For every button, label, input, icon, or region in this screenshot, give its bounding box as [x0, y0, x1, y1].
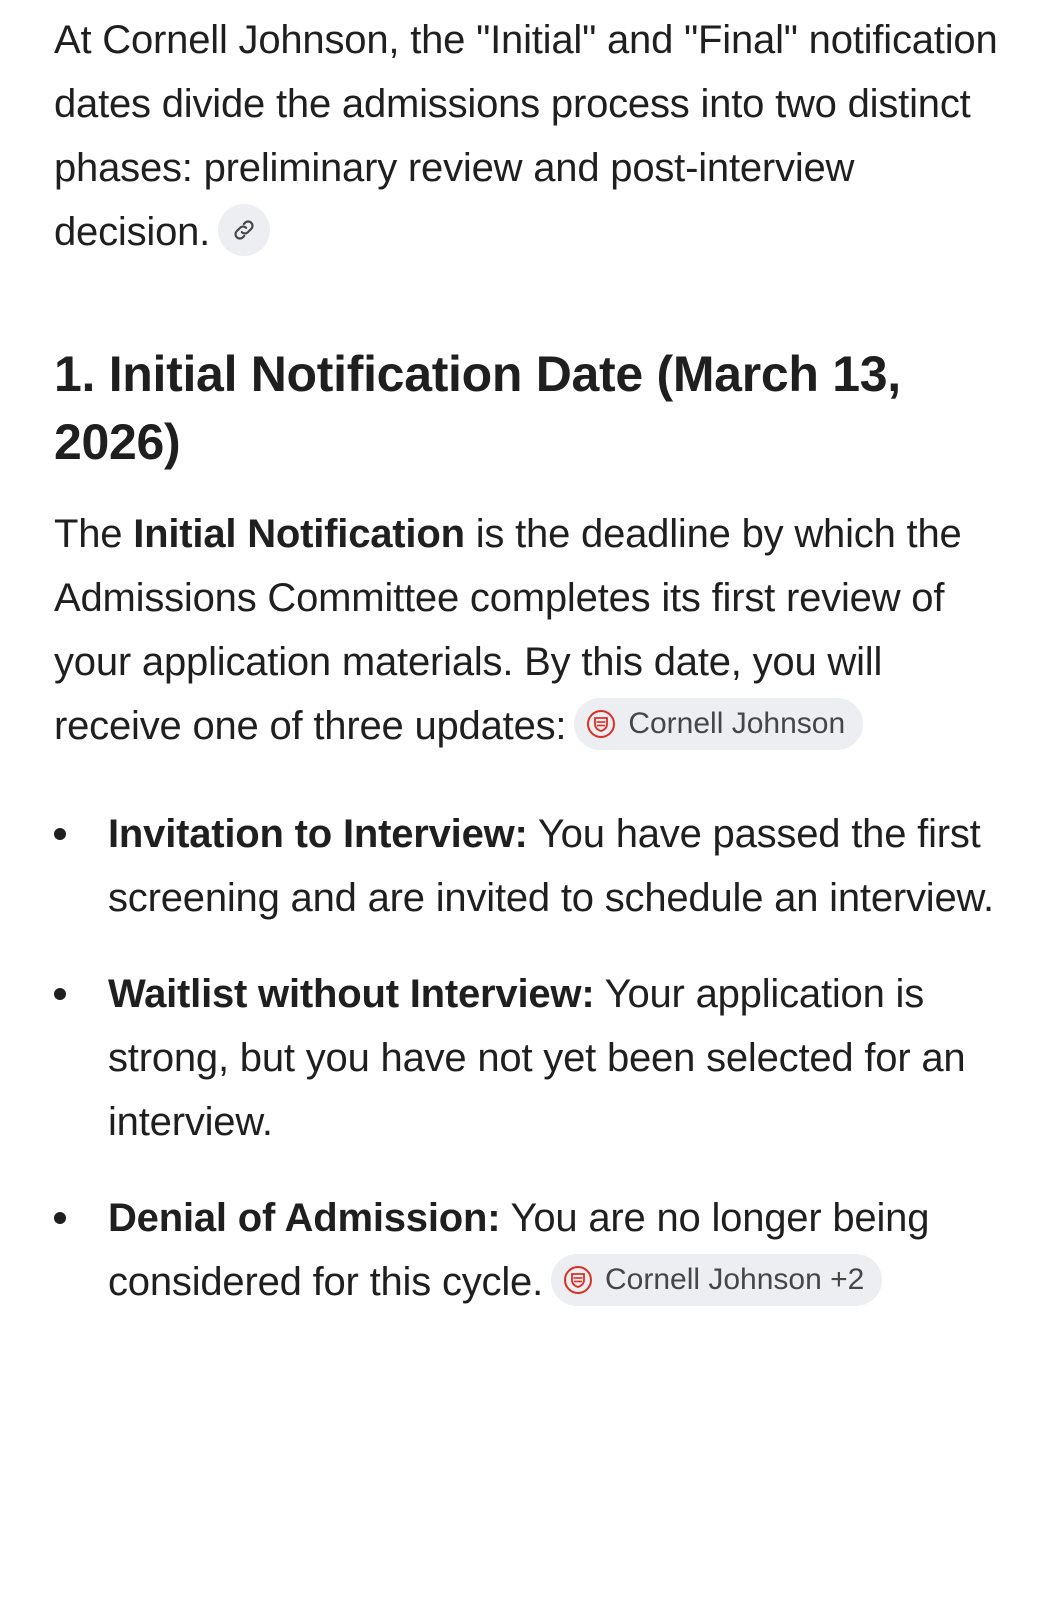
section-heading: 1. Initial Notification Date (March 13, 2026) — [54, 346, 901, 470]
response-content — [54, 8, 1004, 1346]
bullet-dot — [54, 1212, 66, 1224]
para-rest: is the deadline by which the Admissions Committee completes its first review of your application materials. By this date, you will receive one of three updates: — [54, 512, 962, 748]
link-icon — [231, 217, 257, 243]
shield-icon — [563, 1265, 593, 1295]
source-chip[interactable] — [551, 1254, 882, 1306]
list-item-text: Your application is strong, but you have not yet been selected for an interview. — [108, 972, 966, 1144]
section-paragraph — [54, 502, 1004, 758]
para-bold-term: Initial Notification — [133, 512, 465, 556]
list-item-text: You have passed the first screening and are invited to schedule an interview. — [108, 812, 994, 920]
source-chip[interactable] — [574, 698, 863, 750]
intro-text: At Cornell Johnson, the "Initial" and "Final" notification dates divide the admissions process into two distinct phases: preliminary review and post-interview decision. — [54, 18, 998, 254]
shield-icon — [586, 709, 616, 739]
list-item — [54, 802, 1004, 930]
bullet-dot — [54, 988, 66, 1000]
list-item — [54, 962, 1004, 1154]
source-chip-label: Cornell Johnson +2 — [605, 1263, 865, 1297]
list-item-bold: Waitlist without Interview: — [108, 972, 595, 1016]
updates-list — [54, 802, 1004, 1314]
citation-link-chip[interactable] — [218, 204, 270, 256]
list-item-bold: Denial of Admission: — [108, 1196, 501, 1240]
para-prefix: The — [54, 512, 134, 556]
list-item-bold: Invitation to Interview: — [108, 812, 528, 856]
source-chip-label: Cornell Johnson — [628, 707, 846, 741]
intro-paragraph — [54, 8, 1004, 264]
list-item — [54, 1186, 1004, 1314]
list-item-text: You are no longer being considered for this cycle. — [108, 1196, 930, 1304]
bullet-dot — [54, 828, 66, 840]
